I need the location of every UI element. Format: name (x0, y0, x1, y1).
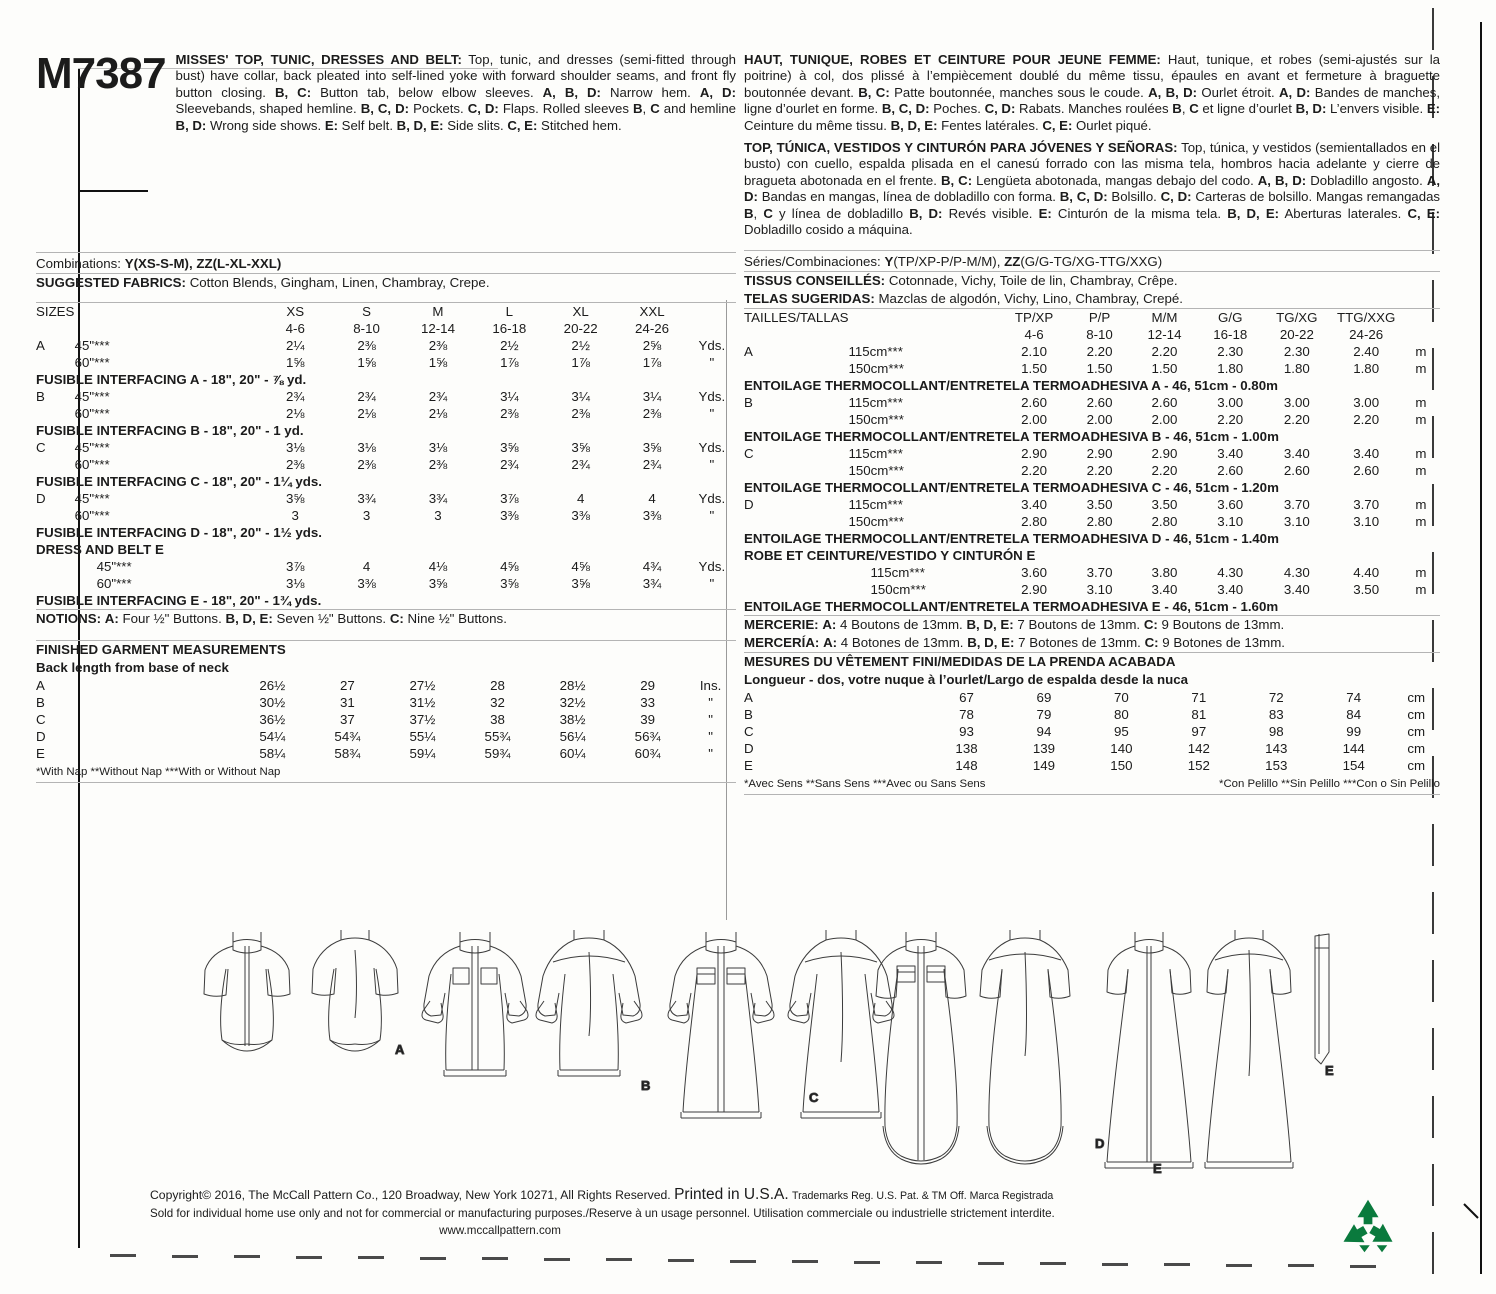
notions-label-fr: MERCERIE: (744, 617, 819, 633)
table-row: C 93 94 95 97 98 99 cm (744, 724, 1426, 740)
size-name-4: TG/XG (1276, 310, 1318, 326)
art-label-b: B (641, 1078, 651, 1093)
table-row: C 115cm*** 2.90 2.90 2.90 3.40 3.40 3.40 m (744, 446, 1427, 462)
view-c-back (788, 930, 894, 1118)
rule (36, 782, 736, 783)
fgm-title-fr: MESURES DU VÊTEMENT FINI/MEDIDAS DE LA PRENDA ACABADA (744, 654, 1176, 670)
fgm-sub-fr: Longueur - dos, votre nuque à l’ourlet/Largo de espalda desde la nuca (744, 672, 1189, 688)
footer-website[interactable]: www.mccallpattern.com (439, 1224, 561, 1237)
size-name-0: TP/XP (1014, 310, 1054, 326)
notions-label-en: NOTIONS: (36, 611, 102, 627)
view-d-back (980, 930, 1070, 1164)
table-row: 150cm*** 2.20 2.20 2.20 2.60 2.60 2.60 m (848, 463, 1427, 479)
combinations-value-en: Y(XS-S-M), ZZ(L-XL-XXL) (124, 256, 282, 272)
fgm-title-en: FINISHED GARMENT MEASUREMENTS (36, 642, 286, 658)
copyright-text: Copyright© 2016, The McCall Pattern Co., 120 Broadway, New York 10271, All Rights Reserved. (150, 1188, 671, 1202)
table-row: D 138 139 140 142 143 144 cm (744, 741, 1426, 757)
interfacing-row: FUSIBLE INTERFACING B - 18", 20" - 1 yd. (36, 423, 304, 439)
suggested-fabrics-en (36, 274, 736, 292)
section-title-row: DRESS AND BELT E (36, 542, 164, 558)
size-name-2: M/M (1151, 310, 1178, 326)
size-number-4: 20-22 (1279, 327, 1314, 343)
table-row: 60"*** 3 3 3 3⅜ 3⅜ 3⅜ " (74, 508, 715, 524)
table-row: C 45"*** 3⅛ 3⅛ 3⅛ 3⅝ 3⅝ 3⅝ Yds. (36, 440, 726, 456)
table-row: B 30½ 31 31½ 32 32½ 33 " (36, 695, 713, 711)
table-row: D 54¼ 54¾ 55¼ 55¾ 56¼ 56¾ " (36, 729, 713, 745)
suggested-fabrics-label-es: TELAS SUGERIDAS: (744, 291, 875, 307)
table-row: B 78 79 80 81 83 84 cm (744, 707, 1426, 723)
footer-line-1 (150, 1186, 1350, 1205)
table-row: B 45"*** 2¾ 2¾ 2¾ 3¼ 3¼ 3¼ Yds. (36, 389, 726, 405)
size-name-4: XL (572, 304, 589, 320)
notions-label-es: MERCERÍA: (744, 635, 820, 651)
table-row: C 36½ 37 37½ 38 38½ 39 " (36, 712, 713, 728)
size-number-3: 16-18 (492, 321, 527, 337)
table-row: B 115cm*** 2.60 2.60 2.60 3.00 3.00 3.00 m (744, 395, 1427, 411)
table-row: E 58¼ 58¾ 59¼ 59¾ 60¼ 60¾ " (36, 746, 713, 762)
size-number-0: 4-6 (1024, 327, 1044, 343)
suggested-fabrics-value-es: Mazclas de algodón, Vichy, Lino, Chambray, Crepé. (878, 291, 1183, 307)
size-number-5: 24-26 (635, 321, 670, 337)
table-row: A 45"*** 2¼ 2⅜ 2⅜ 2½ 2½ 2⅝ Yds. (36, 338, 726, 354)
view-b-back (536, 930, 642, 1076)
size-number-2: 12-14 (1147, 327, 1182, 343)
suggested-fabrics-es (744, 290, 1440, 308)
view-d-front (876, 932, 966, 1164)
size-name-1: P/P (1088, 310, 1111, 326)
trademarks-text: Trademarks Reg. U.S. Pat. & TM Off. Marca Registrada (792, 1190, 1054, 1202)
size-name-3: G/G (1218, 310, 1243, 326)
table-row: 150cm*** 2.80 2.80 2.80 3.10 3.10 3.10 m (848, 514, 1427, 530)
art-label-a: A (395, 1042, 405, 1057)
metric-yardage-table (744, 309, 1440, 615)
art-label-e-dress: E (1153, 1161, 1162, 1176)
sizes-label: TAILLES/TALLAS (744, 310, 849, 326)
english-column (36, 49, 737, 783)
fgm-sub-en: Back length from base of neck (36, 660, 229, 676)
section-title-row: ROBE ET CEINTURE/VESTIDO Y CINTURÓN E (744, 548, 1036, 564)
size-number-1: 8-10 (1086, 327, 1113, 343)
interfacing-row: ENTOILAGE THERMOCOLLANT/ENTRETELA TERMOADHESIVA E - 46, 51cm - 1.60m (744, 599, 1279, 615)
size-name-2: M (432, 304, 444, 320)
table-row: A 67 69 70 71 72 74 cm (744, 690, 1426, 706)
view-e-belt (1315, 934, 1329, 1064)
table-row: D 115cm*** 3.40 3.50 3.50 3.60 3.70 3.70 m (744, 497, 1427, 513)
printed-in-usa: Printed in U.S.A. (674, 1186, 789, 1203)
art-label-e-belt: E (1325, 1063, 1334, 1078)
nap-note-es: *Con Pelillo **Sin Pelillo ***Con o Sin Pelillo (1219, 778, 1440, 791)
suggested-fabrics-label-en: SUGGESTED FABRICS: (36, 275, 186, 291)
table-row: 150cm*** 2.90 3.10 3.40 3.40 3.40 3.50 m (870, 582, 1427, 598)
combinations-label-en: Combinations: (36, 256, 121, 272)
header (36, 49, 737, 134)
interfacing-row: FUSIBLE INTERFACING C - 18", 20" - 1¼ yds. (36, 474, 322, 490)
french-spanish-column (744, 52, 1440, 795)
corner-arrow-icon (1458, 1198, 1480, 1220)
view-a-front (204, 932, 290, 1051)
outer-right-rule (1480, 22, 1482, 1274)
english-description: MISSES' TOP, TUNIC, DRESSES AND BELT: Top, tunic, and dresses (semi-fitted through bust) have collar, back pleated into self-lined yoke with forward shoulder seams, and front fly button closing. B, C: Button tab, below elbow sleeves. A, B, D: Narrow hem. A, D: Sleevebands, shaped hemline. B, C, D: Pockets. C, D: Flaps. Rolled sleeves B, C and hemline B, D: Wrong side shows. E: Self belt. B, D, E: Side slits. C, E: Stitched hem. (175, 52, 737, 133)
size-number-5: 24-26 (1349, 327, 1384, 343)
rule (744, 794, 1440, 795)
english-yardage-table (36, 303, 736, 609)
table-row: D 45"*** 3⅝ 3¾ 3¾ 3⅞ 4 4 Yds. (36, 491, 726, 507)
english-finished-measurements-table (36, 677, 736, 762)
size-number-row (744, 326, 1440, 343)
table-row: A 26½ 27 27½ 28 28½ 29 Ins. (36, 678, 722, 694)
view-e-front (1105, 932, 1193, 1168)
view-b-front (422, 932, 528, 1076)
footer-usage-text: Sold for individual home use only and not for commercial or manufacturing purposes./Reserve à un usage personnel. Utilisation commerciale ou industrielle strictement interdite. (150, 1207, 1055, 1220)
suggested-fabrics-value-en: Cotton Blends, Gingham, Linen, Chambray, Crepe. (189, 275, 490, 291)
size-number-row (36, 320, 736, 337)
size-number-3: 16-18 (1213, 327, 1248, 343)
table-row: 60"*** 3⅛ 3⅜ 3⅝ 3⅝ 3⅝ 3¾ " (96, 576, 715, 592)
combinations-value-fr: Y(TP/XP-P/P-M/M), ZZ(G/G-TG/XG-TTG/XXG) (884, 254, 1163, 270)
combinations-line-en (36, 253, 736, 273)
footer (150, 1186, 1350, 1239)
art-label-c: C (809, 1090, 819, 1105)
size-header-row (36, 303, 736, 320)
nap-note-fr: *Avec Sens **Sans Sens ***Avec ou Sans Sens (744, 778, 986, 791)
table-row: 60"*** 1⅝ 1⅝ 1⅝ 1⅞ 1⅞ 1⅞ " (74, 355, 715, 371)
notions-value-es: A: 4 Botones de 13mm. B, D, E: 7 Botones de 13mm. C: 9 Botones de 13mm. (823, 635, 1285, 651)
recycle-icon (1340, 1198, 1396, 1254)
size-name-1: S (362, 304, 372, 320)
table-row: A 115cm*** 2.10 2.20 2.20 2.30 2.30 2.40 m (744, 344, 1427, 360)
size-number-4: 20-22 (563, 321, 598, 337)
size-name-5: XXL (639, 304, 665, 320)
table-row: 150cm*** 2.00 2.00 2.00 2.20 2.20 2.20 m (848, 412, 1427, 428)
table-row: 45"*** 3⅞ 4 4⅛ 4⅝ 4⅝ 4¾ Yds. (96, 559, 726, 575)
size-name-0: XS (286, 304, 305, 320)
combinations-label-fr: Séries/Combinaciones: (744, 254, 881, 270)
notions-en (36, 610, 736, 628)
view-c-front (668, 932, 774, 1118)
suggested-fabrics-label-fr: TISSUS CONSEILLÉS: (744, 273, 886, 289)
french-description: HAUT, TUNIQUE, ROBES ET CEINTURE POUR JEUNE FEMME: Haut, tunique, et robes (semi-ajustés sur la poitrine) à col, dos plissé à l’empiècement doublé du même tissu, épaules en avant et fermeture à braguette boutonnée devant. B, C: Patte boutonnée, manches sous le coude. A, B, D: Ourlet étroit. A, D: Bandes de manches, ligne d’ourlet en forme. B, C, D: Poches. C, D: Rabats. Manches roulées B, C et ligne d’ourlet B, D: L’envers visible. E: Ceinture du même tissu. B, D, E: Fentes latérales. C, E: Ourlet piqué. (744, 52, 1441, 133)
size-number-2: 12-14 (420, 321, 455, 337)
size-name-3: L (505, 304, 514, 320)
pattern-number: M7387 (36, 49, 166, 98)
table-row: 60"*** 2⅛ 2⅛ 2⅛ 2⅜ 2⅜ 2⅜ " (74, 406, 715, 422)
interfacing-row: ENTOILAGE THERMOCOLLANT/ENTRETELA TERMOADHESIVA D - 46, 51cm - 1.40m (744, 531, 1279, 547)
metric-finished-measurements-table (744, 689, 1440, 774)
cut-line-horizontal (110, 1254, 1400, 1258)
suggested-fabrics-fr (744, 272, 1440, 290)
nap-note-en: *With Nap **Without Nap ***With or Without Nap (36, 766, 281, 779)
notions-es (744, 634, 1440, 652)
table-row: E 148 149 150 152 153 154 cm (744, 758, 1426, 774)
size-header-row (744, 309, 1440, 326)
combinations-line-fr (744, 251, 1440, 271)
table-row: 60"*** 2⅜ 2⅜ 2⅜ 2¾ 2¾ 2¾ " (74, 457, 715, 473)
spanish-description: TOP, TÚNICA, VESTIDOS Y CINTURÓN PARA JÓVENES Y SEÑORAS: Top, túnica, y vestidos (semientallados en el busto) con cuello, espalda plisada en el canesú forrado con las misma tela, hombros hacia adelante y cierre de bragueta abotonada en el frente. B, C: Lengüeta abotonada, mangas debajo del codo. A, B, D: Dobladillo angosto. A, D: Bandas en mangas, línea de dobladillo con forma. B, C, D: Bolsillo. C, D: Carteras de bolsillo. Mangas remangadas B, C y línea de dobladillo B, D: Revés visible. E: Cinturón de la misma tela. B, D, E: Aberturas laterales. C, E: Dobladillo cosido a máquina. (744, 140, 1441, 238)
notions-value-fr: A: 4 Boutons de 13mm. B, D, E: 7 Boutons de 13mm. C: 9 Boutons de 13mm. (822, 617, 1285, 633)
interfacing-row: FUSIBLE INTERFACING E - 18", 20" - 1¾ yds. (36, 593, 322, 609)
size-name-5: TTG/XXG (1336, 310, 1396, 326)
line-art-illustrations (95, 930, 1405, 1180)
interfacing-row: ENTOILAGE THERMOCOLLANT/ENTRETELA TERMOADHESIVA B - 46, 51cm - 1.00m (744, 429, 1279, 445)
table-row: 115cm*** 3.60 3.70 3.80 4.30 4.30 4.40 m (870, 565, 1427, 581)
art-label-d: D (1095, 1136, 1105, 1151)
suggested-fabrics-value-fr: Cotonnade, Vichy, Toile de lin, Chambray, Crêpe. (888, 273, 1178, 289)
interfacing-row: ENTOILAGE THERMOCOLLANT/ENTRETELA TERMOADHESIVA C - 46, 51cm - 1.20m (744, 480, 1279, 496)
interfacing-row: FUSIBLE INTERFACING A - 18", 20" - ⅞ yd. (36, 372, 307, 388)
table-row: 150cm*** 1.50 1.50 1.50 1.80 1.80 1.80 m (848, 361, 1427, 377)
notions-fr (744, 616, 1440, 634)
interfacing-row: ENTOILAGE THERMOCOLLANT/ENTRETELA TERMOADHESIVA A - 46, 51cm - 0.80m (744, 378, 1278, 394)
size-number-1: 8-10 (353, 321, 380, 337)
size-number-0: 4-6 (285, 321, 305, 337)
view-e-back (1205, 930, 1293, 1168)
sizes-label: SIZES (36, 304, 75, 320)
view-a-back (312, 930, 398, 1051)
garment-line-drawings (95, 930, 1405, 1180)
interfacing-row: FUSIBLE INTERFACING D - 18", 20" - 1½ yds. (36, 525, 322, 541)
notions-value-en: A: Four ½" Buttons. B, D, E: Seven ½" Buttons. C: Nine ½" Buttons. (104, 611, 507, 627)
